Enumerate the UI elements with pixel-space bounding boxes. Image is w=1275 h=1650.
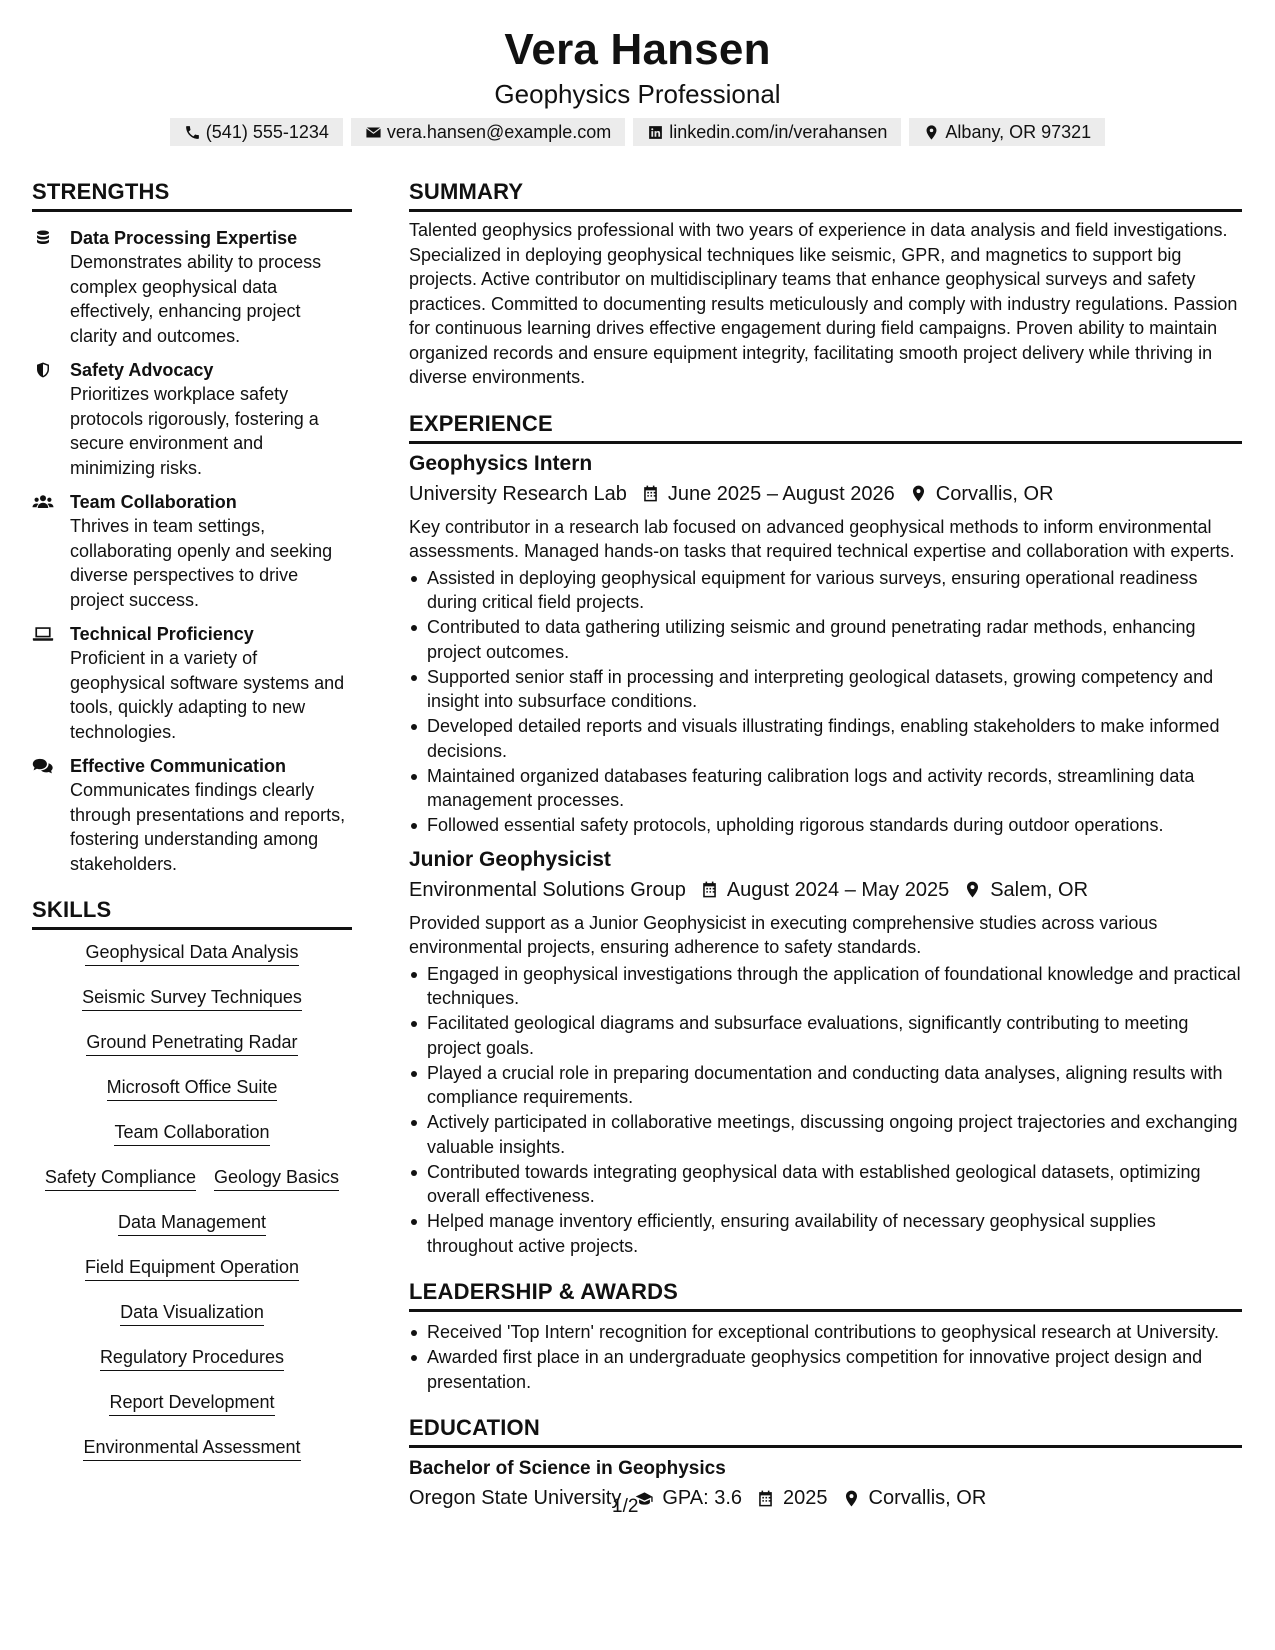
contact-phone[interactable] [170,118,343,146]
strength-desc: Proficient in a variety of geophysical software systems and tools, quickly adapting to new technologies. [70,648,345,742]
bullet-item: Maintained organized databases featuring calibration logs and activity records, streamlining data management processes. [409,764,1242,813]
skill-tag: Team Collaboration [114,1120,269,1146]
bullet-item: Actively participated in collaborative meetings, discussing ongoing project trajectories and exchanging valuable insights. [409,1110,1242,1159]
skill-tag: Geophysical Data Analysis [85,940,298,966]
strength-title: Data Processing Expertise [70,228,298,248]
education-heading: EDUCATION [409,1414,1242,1448]
bullet-item: Contributed to data gathering utilizing seismic and ground penetrating radar methods, enhancing project outcomes. [409,615,1242,664]
skill-tag: Data Management [118,1210,266,1236]
strength-desc: Communicates findings clearly through presentations and reports, fostering understanding among stakeholders. [70,780,346,874]
bullet-item: Assisted in deploying geophysical equipment for various surveys, ensuring operational readiness during critical field projects. [409,566,1242,615]
graduation-year: 2025 [783,1487,828,1509]
location-text: Albany, OR 97321 [945,122,1092,142]
job-dates: August 2024 – May 2025 [726,878,950,901]
education-section [409,1414,1242,1512]
skill-tag: Data Visualization [120,1300,264,1326]
job-meta [409,876,1242,904]
laptop-icon [32,625,54,643]
job-title: Junior Geophysicist [409,847,611,871]
job-location: Corvallis, OR [935,482,1054,505]
school-name: Oregon State University [409,1487,622,1509]
education-meta [409,1484,1242,1512]
skill-tag: Microsoft Office Suite [107,1075,278,1101]
strength-title: Effective Communication [70,756,287,776]
bullet-item: Engaged in geophysical investigations through the application of foundational knowledge and practical techniques. [409,962,1242,1011]
summary-text: Talented geophysics professional with two years of experience in data analysis and field investigations. Specialized in deploying geophysical techniques like seismic, GPR, and magnetics to support big projects. Active contributor on multidisciplinary teams that enhance geophysical surveys and safety practices. Committed to documenting results meticulously and comply with industry regulations. Passion for continuous learning drives effective engagement during field campaigns. Proven ability to maintain organized records and ensure equipment integrity, facilitating smooth project delivery while thriving in diverse environments. [409,220,1238,387]
strengths-list [32,212,352,876]
job-company: Environmental Solutions Group [409,878,686,901]
strength-desc: Prioritizes workplace safety protocols rigorously, fostering a secure environment and minimizing risks. [70,384,319,478]
bullet-item: Supported senior staff in processing and interpreting geological datasets, growing competency and insight into subsurface conditions. [409,665,1242,714]
job-dates: June 2025 – August 2026 [667,482,895,505]
school-location: Corvallis, OR [868,1487,987,1509]
strength-desc: Thrives in team settings, collaborating openly and seeking diverse perspectives to drive project success. [70,516,333,610]
strength-title: Technical Proficiency [70,624,254,644]
job-description: Provided support as a Junior Geophysicist in executing comprehensive studies across various environmental projects, ensuring adherence to safety standards. [409,912,1158,957]
map-pin-icon [842,1489,861,1508]
job-location: Salem, OR [990,878,1089,901]
experience-heading: EXPERIENCE [409,410,1242,444]
strength-item [32,226,352,348]
linkedin-text: linkedin.com/in/verahansen [669,122,888,142]
strength-item [32,490,352,612]
bullet-item: Developed detailed reports and visuals illustrating findings, enabling stakeholders to make informed decisions. [409,714,1242,763]
job-bullets [409,566,1242,838]
resume-header [0,0,1275,146]
contact-email[interactable] [351,118,625,146]
job-meta [409,480,1242,508]
bullet-item: Received 'Top Intern' recognition for exceptional contributions to geophysical research at University. [409,1320,1242,1345]
bullet-item: Facilitated geological diagrams and subsurface evaluations, significantly contributing to meeting project goals. [409,1011,1242,1060]
strength-title: Team Collaboration [70,492,237,512]
calendar-icon [700,880,719,899]
job-company: University Research Lab [409,482,627,505]
database-icon [32,229,54,247]
phone-text: (541) 555-1234 [205,122,329,142]
map-pin-icon [909,484,928,503]
users-icon [32,493,54,511]
job-title: Geophysics Intern [409,451,593,475]
bullet-item: Awarded first place in an undergraduate geophysics competition for innovative project design and presentation. [409,1345,1242,1394]
strength-item [32,622,352,744]
skill-tag: Environmental Assessment [83,1435,300,1461]
skill-tag: Safety Compliance [45,1165,196,1191]
leadership-heading: LEADERSHIP & AWARDS [409,1278,1242,1312]
candidate-name: Vera Hansen [504,25,771,74]
skill-tag: Seismic Survey Techniques [82,985,302,1011]
page-number: 1/2 [612,1496,639,1517]
email-text: vera.hansen@example.com [386,122,612,142]
map-pin-icon [963,880,982,899]
comments-icon [32,757,54,775]
skill-tag: Field Equipment Operation [85,1255,299,1281]
bullet-item: Contributed towards integrating geophysical data with established geological datasets, optimizing overall effectiveness. [409,1160,1242,1209]
candidate-title: Geophysics Professional [494,79,781,109]
bullet-item: Played a crucial role in preparing documentation and conducting data analyses, aligning results with compliance requirements. [409,1061,1242,1110]
calendar-icon [641,484,660,503]
job-entry [409,450,1242,838]
skill-tag: Geology Basics [214,1165,339,1191]
experience-section [409,410,1242,1259]
strength-title: Safety Advocacy [70,360,214,380]
degree-title: Bachelor of Science in Geophysics [409,1458,726,1479]
leadership-section [409,1278,1242,1394]
shield-icon [32,361,54,379]
strengths-heading: STRENGTHS [32,178,352,212]
phone-icon [184,124,201,141]
map-pin-icon [923,124,940,141]
contact-linkedin[interactable] [633,118,901,146]
job-description: Key contributor in a research lab focused on advanced geophysical methods to inform environmental assessments. Managed hands-on tasks that required technical expertise and collaboration with experts. [409,516,1235,561]
left-column [32,178,352,1480]
skill-tag: Ground Penetrating Radar [86,1030,297,1056]
summary-heading: SUMMARY [409,178,1242,212]
skill-tag: Report Development [109,1390,274,1416]
skills-heading: SKILLS [32,896,352,930]
bullet-item: Followed essential safety protocols, upholding rigorous standards during outdoor operations. [409,813,1242,838]
strength-desc: Demonstrates ability to process complex geophysical data effectively, enhancing project clarity and outcomes. [70,252,322,346]
job-bullets [409,962,1242,1259]
summary-section [409,178,1242,390]
skill-tag: Regulatory Procedures [100,1345,284,1371]
job-entry [409,846,1242,1259]
gpa: GPA: 3.6 [662,1487,742,1509]
leadership-bullets [409,1320,1242,1394]
strength-item [32,754,352,876]
strength-item [32,358,352,480]
bullet-item: Helped manage inventory efficiently, ensuring availability of necessary geophysical supplies throughout active projects. [409,1209,1242,1258]
contact-bar [0,118,1275,146]
calendar-icon [756,1489,775,1508]
envelope-icon [365,124,382,141]
right-column [409,178,1242,1512]
contact-location [909,118,1105,146]
skills-section [32,896,352,1480]
linkedin-icon [647,124,664,141]
